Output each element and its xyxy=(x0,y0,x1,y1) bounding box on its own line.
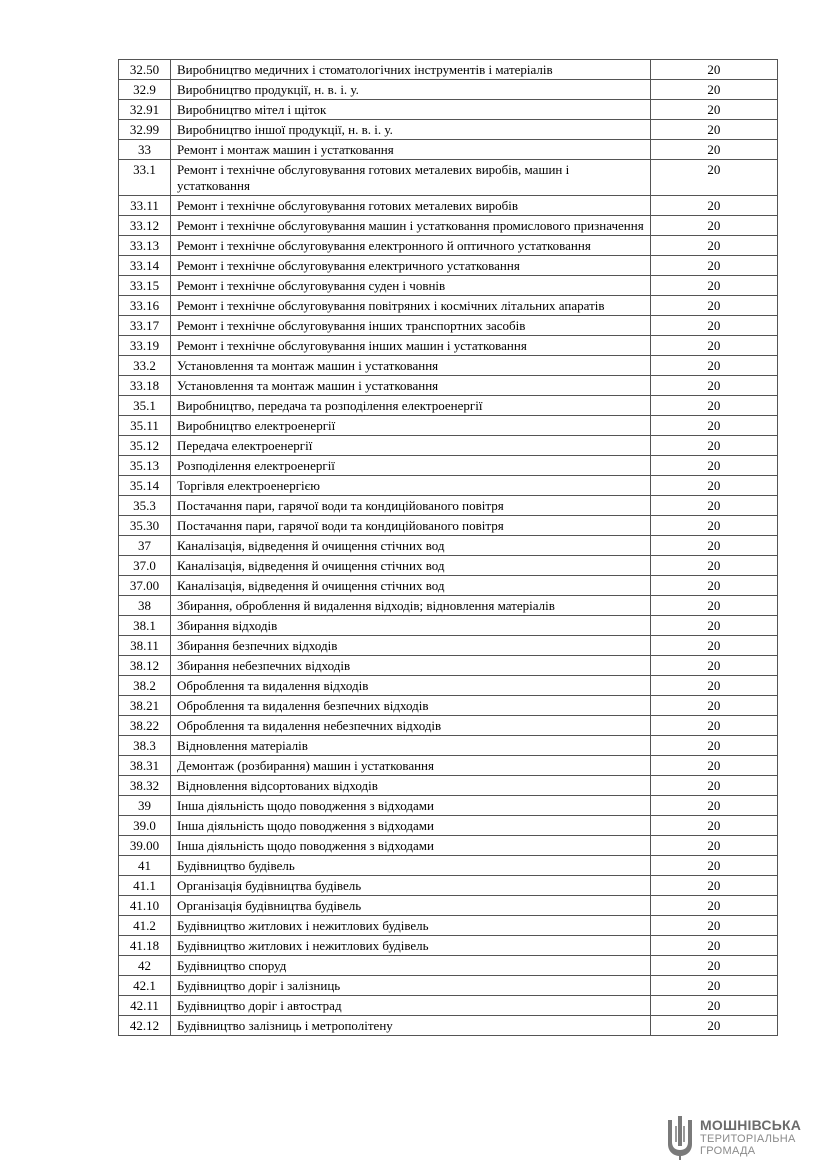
rate-cell: 20 xyxy=(650,876,777,896)
logo-subtitle-2: ГРОМАДА xyxy=(700,1145,756,1157)
rate-cell: 20 xyxy=(650,516,777,536)
table-row xyxy=(119,656,778,676)
name-cell: Виробництво іншої продукції, н. в. і. у. xyxy=(170,120,650,140)
table-row xyxy=(119,856,778,876)
code-cell: 33.16 xyxy=(119,296,171,316)
rate-cell: 20 xyxy=(650,60,777,80)
table-row xyxy=(119,896,778,916)
name-cell: Розподілення електроенергії xyxy=(170,456,650,476)
table-row xyxy=(119,416,778,436)
table-row xyxy=(119,476,778,496)
name-cell: Ремонт і технічне обслуговування повітряних і космічних літальних апаратів xyxy=(170,296,650,316)
table-row xyxy=(119,716,778,736)
name-cell: Демонтаж (розбирання) машин і устатковання xyxy=(170,756,650,776)
rate-cell: 20 xyxy=(650,636,777,656)
code-cell: 42.1 xyxy=(119,976,171,996)
rate-cell: 20 xyxy=(650,696,777,716)
code-cell: 41.10 xyxy=(119,896,171,916)
rate-cell: 20 xyxy=(650,160,777,196)
name-cell: Збирання безпечних відходів xyxy=(170,636,650,656)
code-cell: 41.2 xyxy=(119,916,171,936)
code-cell: 38.3 xyxy=(119,736,171,756)
activity-codes-table xyxy=(118,59,778,1036)
table-row xyxy=(119,296,778,316)
code-cell: 41.1 xyxy=(119,876,171,896)
rate-cell: 20 xyxy=(650,456,777,476)
table-row xyxy=(119,816,778,836)
name-cell: Виробництво продукції, н. в. і. у. xyxy=(170,80,650,100)
name-cell: Виробництво мітел і щіток xyxy=(170,100,650,120)
code-cell: 38.11 xyxy=(119,636,171,656)
code-cell: 42.12 xyxy=(119,1016,171,1036)
table-row xyxy=(119,596,778,616)
table-row xyxy=(119,120,778,140)
code-cell: 33.18 xyxy=(119,376,171,396)
name-cell: Ремонт і технічне обслуговування готових металевих виробів xyxy=(170,196,650,216)
code-cell: 39.00 xyxy=(119,836,171,856)
table-row xyxy=(119,140,778,160)
table-row xyxy=(119,616,778,636)
table-row xyxy=(119,60,778,80)
code-cell: 32.99 xyxy=(119,120,171,140)
name-cell: Оброблення та видалення безпечних відходів xyxy=(170,696,650,716)
name-cell: Установлення та монтаж машин і устатковання xyxy=(170,356,650,376)
code-cell: 35.3 xyxy=(119,496,171,516)
name-cell: Організація будівництва будівель xyxy=(170,876,650,896)
table-row xyxy=(119,756,778,776)
rate-cell: 20 xyxy=(650,316,777,336)
code-cell: 35.11 xyxy=(119,416,171,436)
rate-cell: 20 xyxy=(650,976,777,996)
name-cell: Ремонт і технічне обслуговування електричного устатковання xyxy=(170,256,650,276)
name-cell: Передача електроенергії xyxy=(170,436,650,456)
code-cell: 33 xyxy=(119,140,171,160)
code-cell: 37 xyxy=(119,536,171,556)
table-row xyxy=(119,516,778,536)
rate-cell: 20 xyxy=(650,296,777,316)
code-cell: 38.21 xyxy=(119,696,171,716)
rate-cell: 20 xyxy=(650,436,777,456)
code-cell: 32.50 xyxy=(119,60,171,80)
rate-cell: 20 xyxy=(650,596,777,616)
name-cell: Ремонт і технічне обслуговування суден і човнів xyxy=(170,276,650,296)
name-cell: Будівництво доріг і автострад xyxy=(170,996,650,1016)
rate-cell: 20 xyxy=(650,120,777,140)
code-cell: 42.11 xyxy=(119,996,171,1016)
rate-cell: 20 xyxy=(650,216,777,236)
rate-cell: 20 xyxy=(650,356,777,376)
name-cell: Інша діяльність щодо поводження з відходами xyxy=(170,836,650,856)
rate-cell: 20 xyxy=(650,956,777,976)
rate-cell: 20 xyxy=(650,856,777,876)
code-cell: 32.91 xyxy=(119,100,171,120)
name-cell: Ремонт і монтаж машин і устатковання xyxy=(170,140,650,160)
table-row xyxy=(119,876,778,896)
name-cell: Ремонт і технічне обслуговування електронного й оптичного устатковання xyxy=(170,236,650,256)
logo-subtitle-1: ТЕРИТОРІАЛЬНА xyxy=(700,1133,796,1145)
name-cell: Ремонт і технічне обслуговування машин і устатковання промислового призначення xyxy=(170,216,650,236)
name-cell: Ремонт і технічне обслуговування інших машин і устатковання xyxy=(170,336,650,356)
name-cell: Постачання пари, гарячої води та кондиційованого повітря xyxy=(170,496,650,516)
community-logo xyxy=(666,1116,816,1162)
rate-cell: 20 xyxy=(650,836,777,856)
table-row xyxy=(119,976,778,996)
rate-cell: 20 xyxy=(650,416,777,436)
rate-cell: 20 xyxy=(650,140,777,160)
table-row xyxy=(119,996,778,1016)
name-cell: Торгівля електроенергією xyxy=(170,476,650,496)
code-cell: 37.0 xyxy=(119,556,171,576)
code-cell: 38 xyxy=(119,596,171,616)
table-row xyxy=(119,316,778,336)
rate-cell: 20 xyxy=(650,196,777,216)
table-row xyxy=(119,196,778,216)
rate-cell: 20 xyxy=(650,536,777,556)
rate-cell: 20 xyxy=(650,376,777,396)
rate-cell: 20 xyxy=(650,100,777,120)
name-cell: Організація будівництва будівель xyxy=(170,896,650,916)
rate-cell: 20 xyxy=(650,676,777,696)
table-row xyxy=(119,436,778,456)
code-cell: 33.17 xyxy=(119,316,171,336)
table-row xyxy=(119,956,778,976)
name-cell: Виробництво медичних і стоматологічних інструментів і матеріалів xyxy=(170,60,650,80)
code-cell: 41 xyxy=(119,856,171,876)
rate-cell: 20 xyxy=(650,816,777,836)
rate-cell: 20 xyxy=(650,996,777,1016)
rate-cell: 20 xyxy=(650,496,777,516)
rate-cell: 20 xyxy=(650,336,777,356)
code-cell: 38.32 xyxy=(119,776,171,796)
code-cell: 33.15 xyxy=(119,276,171,296)
table-row xyxy=(119,776,778,796)
name-cell: Збирання небезпечних відходів xyxy=(170,656,650,676)
rate-cell: 20 xyxy=(650,916,777,936)
table-row xyxy=(119,696,778,716)
rate-cell: 20 xyxy=(650,476,777,496)
name-cell: Будівництво житлових і нежитлових будівель xyxy=(170,936,650,956)
code-cell: 33.13 xyxy=(119,236,171,256)
code-cell: 33.14 xyxy=(119,256,171,276)
table-row xyxy=(119,236,778,256)
code-cell: 38.31 xyxy=(119,756,171,776)
rate-cell: 20 xyxy=(650,656,777,676)
code-cell: 32.9 xyxy=(119,80,171,100)
table-row xyxy=(119,796,778,816)
rate-cell: 20 xyxy=(650,736,777,756)
table-row xyxy=(119,916,778,936)
rate-cell: 20 xyxy=(650,576,777,596)
table-row xyxy=(119,80,778,100)
name-cell: Оброблення та видалення небезпечних відходів xyxy=(170,716,650,736)
name-cell: Постачання пари, гарячої води та кондиційованого повітря xyxy=(170,516,650,536)
name-cell: Будівництво залізниць і метрополітену xyxy=(170,1016,650,1036)
table-row xyxy=(119,636,778,656)
code-cell: 38.22 xyxy=(119,716,171,736)
name-cell: Виробництво електроенергії xyxy=(170,416,650,436)
name-cell: Будівництво житлових і нежитлових будівель xyxy=(170,916,650,936)
name-cell: Будівництво споруд xyxy=(170,956,650,976)
name-cell: Каналізація, відведення й очищення стічних вод xyxy=(170,576,650,596)
name-cell: Будівництво доріг і залізниць xyxy=(170,976,650,996)
code-cell: 35.13 xyxy=(119,456,171,476)
rate-cell: 20 xyxy=(650,756,777,776)
code-cell: 35.1 xyxy=(119,396,171,416)
table-row xyxy=(119,836,778,856)
table-row xyxy=(119,256,778,276)
name-cell: Оброблення та видалення відходів xyxy=(170,676,650,696)
rate-cell: 20 xyxy=(650,716,777,736)
table-row xyxy=(119,216,778,236)
trident-icon xyxy=(666,1116,694,1160)
name-cell: Ремонт і технічне обслуговування готових металевих виробів, машин і устатковання xyxy=(170,160,650,196)
table-row xyxy=(119,576,778,596)
table-row xyxy=(119,336,778,356)
name-cell: Відновлення матеріалів xyxy=(170,736,650,756)
code-cell: 33.19 xyxy=(119,336,171,356)
name-cell: Ремонт і технічне обслуговування інших транспортних засобів xyxy=(170,316,650,336)
code-cell: 38.12 xyxy=(119,656,171,676)
rate-cell: 20 xyxy=(650,396,777,416)
name-cell: Будівництво будівель xyxy=(170,856,650,876)
rate-cell: 20 xyxy=(650,936,777,956)
table-row xyxy=(119,396,778,416)
name-cell: Каналізація, відведення й очищення стічних вод xyxy=(170,556,650,576)
code-cell: 35.14 xyxy=(119,476,171,496)
code-cell: 42 xyxy=(119,956,171,976)
name-cell: Інша діяльність щодо поводження з відходами xyxy=(170,816,650,836)
table-row xyxy=(119,100,778,120)
name-cell: Виробництво, передача та розподілення електроенергії xyxy=(170,396,650,416)
table-row xyxy=(119,276,778,296)
rate-cell: 20 xyxy=(650,896,777,916)
code-cell: 38.1 xyxy=(119,616,171,636)
code-cell: 37.00 xyxy=(119,576,171,596)
rate-cell: 20 xyxy=(650,556,777,576)
code-cell: 35.30 xyxy=(119,516,171,536)
table-row xyxy=(119,456,778,476)
rate-cell: 20 xyxy=(650,256,777,276)
name-cell: Збирання, оброблення й видалення відходів; відновлення матеріалів xyxy=(170,596,650,616)
rate-cell: 20 xyxy=(650,276,777,296)
code-cell: 39 xyxy=(119,796,171,816)
code-cell: 33.1 xyxy=(119,160,171,196)
code-cell: 33.2 xyxy=(119,356,171,376)
code-cell: 35.12 xyxy=(119,436,171,456)
table-row xyxy=(119,536,778,556)
table-row xyxy=(119,736,778,756)
name-cell: Каналізація, відведення й очищення стічних вод xyxy=(170,536,650,556)
rate-cell: 20 xyxy=(650,776,777,796)
name-cell: Установлення та монтаж машин і устатковання xyxy=(170,376,650,396)
rate-cell: 20 xyxy=(650,616,777,636)
rate-cell: 20 xyxy=(650,80,777,100)
rate-cell: 20 xyxy=(650,236,777,256)
table-row xyxy=(119,376,778,396)
table-row xyxy=(119,496,778,516)
table-row xyxy=(119,556,778,576)
code-cell: 38.2 xyxy=(119,676,171,696)
code-cell: 33.11 xyxy=(119,196,171,216)
table-row xyxy=(119,160,778,196)
table-row xyxy=(119,356,778,376)
rate-cell: 20 xyxy=(650,1016,777,1036)
code-cell: 33.12 xyxy=(119,216,171,236)
table-row xyxy=(119,936,778,956)
logo-title: МОШНІВСЬКА xyxy=(700,1117,802,1133)
rate-cell: 20 xyxy=(650,796,777,816)
table-row xyxy=(119,676,778,696)
name-cell: Збирання відходів xyxy=(170,616,650,636)
code-cell: 41.18 xyxy=(119,936,171,956)
name-cell: Інша діяльність щодо поводження з відходами xyxy=(170,796,650,816)
code-cell: 39.0 xyxy=(119,816,171,836)
table-row xyxy=(119,1016,778,1036)
name-cell: Відновлення відсортованих відходів xyxy=(170,776,650,796)
